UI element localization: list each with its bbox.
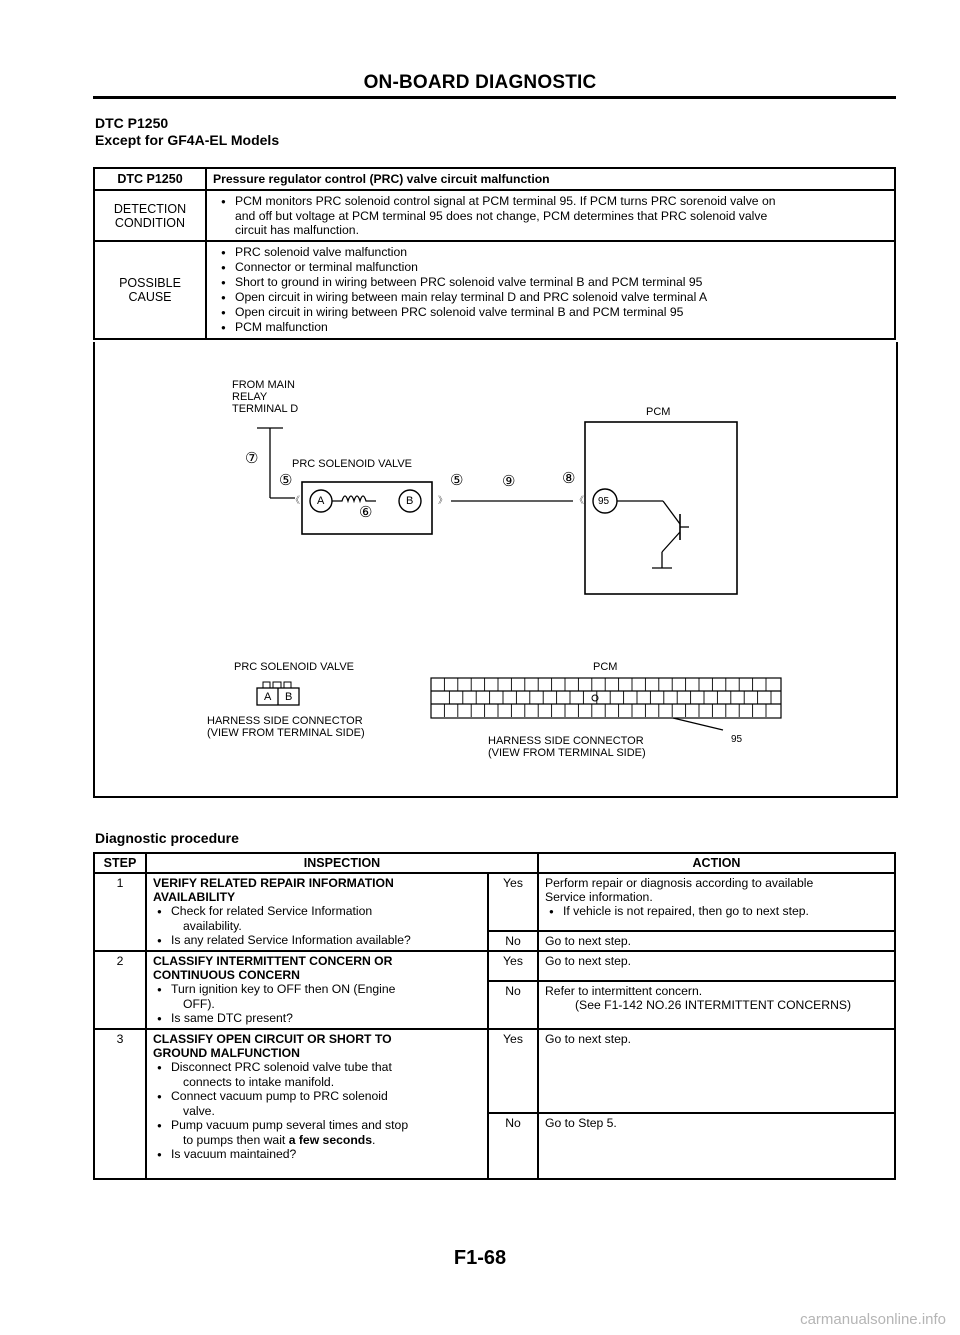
svg-text:《: 《 [291,495,301,505]
terminal-95: 95 [598,496,610,507]
step-heading: VERIFY RELATED REPAIR INFORMATION [153,876,394,890]
inspection-item: ● Turn ignition key to OFF then ON (Engine [153,982,481,997]
col-action: ACTION [538,853,895,873]
procedure-title: Diagnostic procedure [95,830,239,846]
step-number: 2 [94,951,146,1029]
view-line: (VIEW FROM TERMINAL SIDE) [207,727,365,739]
svg-text:》: 》 [438,495,448,505]
cause-item: ● Short to ground in wiring between PRC solenoid valve terminal B and PCM terminal 95 [213,275,888,290]
action-no [538,981,895,1030]
view-line: (VIEW FROM TERMINAL SIDE) [488,747,646,759]
action-line: ● If vehicle is not repaired, then go to next step. [545,904,888,919]
step-heading: CLASSIFY OPEN CIRCUIT OR SHORT TO [153,1032,392,1046]
detection-line: and off but voltage at PCM terminal 95 does not change, PCM determines that PRC solenoid valve [235,209,768,223]
step-heading: AVAILABILITY [153,890,236,904]
detection-condition-label [94,190,206,241]
inspection-item-cont: to pumps then wait a few seconds. [183,1133,376,1147]
pcm-label: PCM [646,406,671,418]
action-yes [538,873,895,931]
connector-pin-b: B [285,691,293,703]
connector-prc-label: PRC SOLENOID VALVE [234,661,355,673]
action-yes: Go to next step. [538,1029,895,1113]
table-row [94,951,895,981]
connector-number-9: ⑨ [502,473,516,490]
step-heading: CLASSIFY INTERMITTENT CONCERN OR [153,954,393,968]
answer-yes: Yes [488,873,538,931]
action-line: Service information. [545,890,653,904]
step-heading: CONTINUOUS CONCERN [153,968,300,982]
cause-item: ● Connector or terminal malfunction [213,260,888,275]
possible-cause-list [206,241,895,339]
possible-cause-label [94,241,206,339]
cause-item: ● Open circuit in wiring between main relay terminal D and PRC solenoid valve terminal A [213,290,888,305]
header-rule [93,96,896,99]
wiring-diagram [93,342,898,798]
connector-number-8: ⑧ [562,470,576,487]
action-line: (See F1-142 NO.26 INTERMITTENT CONCERNS) [575,997,852,1012]
cause-label: CAUSE [128,290,172,304]
possible-label: POSSIBLE [119,276,181,290]
answer-no: No [488,1113,538,1179]
step-number: 1 [94,873,146,951]
procedure-table [93,852,896,1180]
table-row [94,873,895,931]
detection-line: circuit has malfunction. [235,223,359,237]
pcm-pin-95-label: 95 [731,734,743,745]
col-step: STEP [94,853,146,873]
inspection-item: ● Pump vacuum pump several times and stop [153,1118,481,1133]
action-yes: Go to next step. [538,951,895,981]
detection-condition-text [206,190,895,241]
page-number: F1-68 [453,1247,507,1269]
cause-item: ● PRC solenoid valve malfunction [213,245,888,260]
dtc-code-heading: DTC P1250 [95,115,169,131]
answer-yes: Yes [488,1029,538,1113]
action-line: Perform repair or diagnosis according to available [545,876,814,890]
inspection-item-cont: OFF). [183,997,215,1011]
page-title: ON-BOARD DIAGNOSTIC [363,72,597,93]
answer-no: No [488,931,538,951]
inspection-item-cont: availability. [183,919,242,933]
pcm-harness-connector-label [488,735,646,759]
connector-number-5: ⑤ [450,472,464,489]
step-heading: GROUND MALFUNCTION [153,1046,300,1060]
from-main-relay-label [232,379,298,415]
condition-label: CONDITION [114,215,186,230]
table-row [94,1029,895,1113]
inspection-item-cont: valve. [183,1104,215,1118]
dtc-code-cell: DTC P1250 [94,168,206,190]
step-inspection [146,873,488,951]
relay-line: RELAY [232,391,268,403]
connector-pin-a: A [264,691,272,703]
cause-item: ● PCM malfunction [213,320,888,335]
prc-harness-connector-label [207,715,365,739]
inspection-item: ● Connect vacuum pump to PRC solenoid [153,1089,481,1104]
from-main-line: FROM MAIN [232,379,295,391]
step-number: 3 [94,1029,146,1179]
prc-solenoid-valve-label: PRC SOLENOID VALVE [292,458,413,470]
connector-number-7: ⑦ [245,450,259,467]
answer-no: No [488,981,538,1030]
detection-line: ● PCM monitors PRC solenoid control signal at PCM terminal 95. If PCM turns PRC sorenoid valve on [213,194,888,209]
inspection-item-cont: connects to intake manifold. [183,1075,335,1089]
terminal-b: B [406,495,414,507]
action-no: Go to next step. [538,931,895,951]
step-inspection [146,951,488,1029]
connector-number-5: ⑤ [279,472,293,489]
inspection-item: ● Is same DTC present? [153,1011,481,1026]
inspection-item: ● Is any related Service Information available? [153,933,481,948]
detection-label: DETECTION [113,201,187,216]
step-inspection [146,1029,488,1179]
connector-pcm-label: PCM [593,661,618,673]
inspection-item: ● Check for related Service Information [153,904,481,919]
svg-text:《: 《 [575,495,585,505]
action-line: Refer to intermittent concern. [545,983,703,998]
watermark: carmanualsonline.info [800,1311,946,1328]
inspection-item: ● Is vacuum maintained? [153,1147,481,1162]
harness-line: HARNESS SIDE CONNECTOR [488,735,644,747]
terminal-a: A [317,495,325,507]
dtc-table [93,167,896,340]
dtc-description: Pressure regulator control (PRC) valve circuit malfunction [206,168,895,190]
terminal-d-line: TERMINAL D [232,403,299,415]
connector-number-6: ⑥ [359,504,373,521]
models-heading: Except for GF4A-EL Models [95,132,280,148]
cause-item: ● Open circuit in wiring between PRC solenoid valve terminal B and PCM terminal 95 [213,305,888,320]
action-no: Go to Step 5. [538,1113,895,1179]
inspection-item: ● Disconnect PRC solenoid valve tube that [153,1060,481,1075]
harness-line: HARNESS SIDE CONNECTOR [207,715,363,727]
answer-yes: Yes [488,951,538,981]
col-inspection: INSPECTION [146,853,538,873]
